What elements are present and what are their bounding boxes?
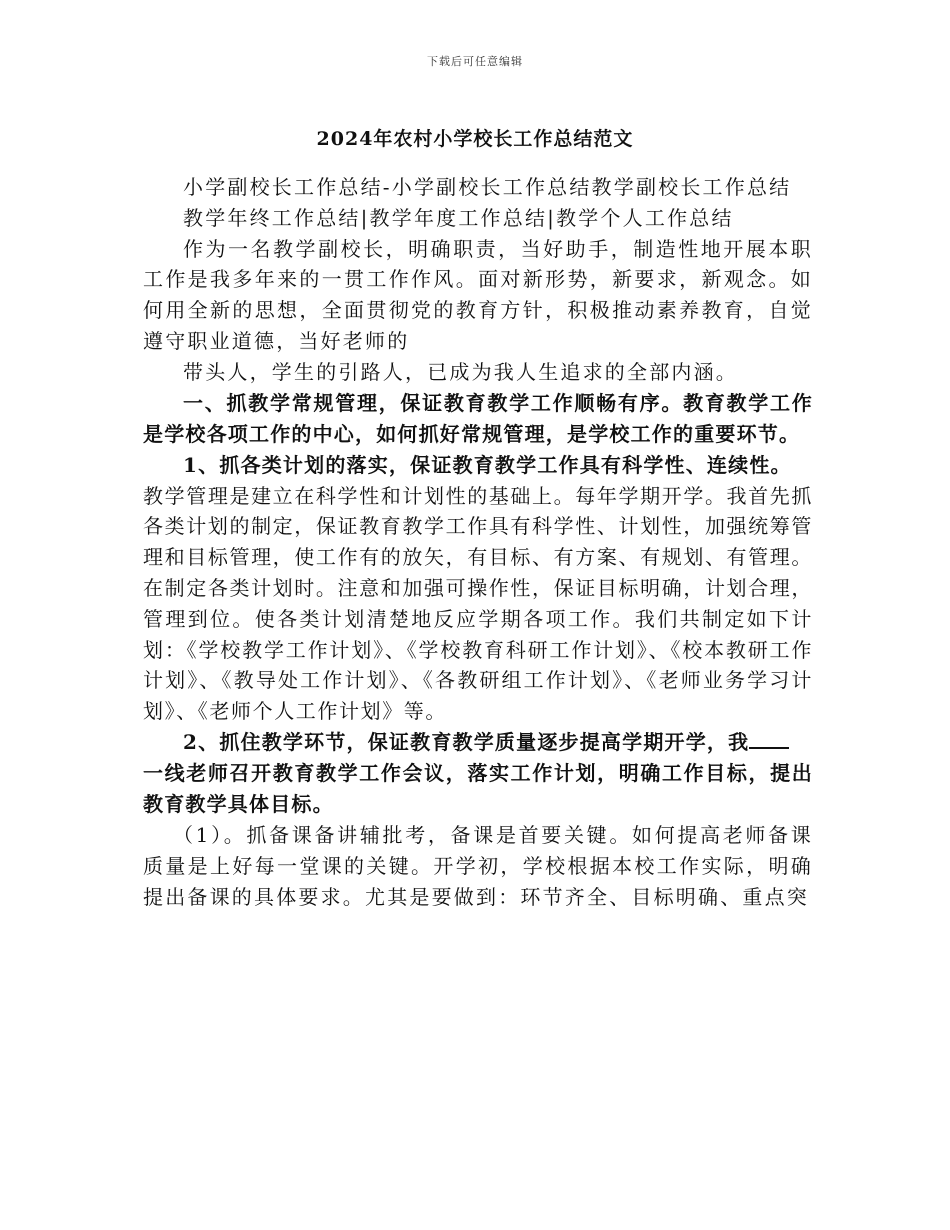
blank-underline: [749, 729, 789, 749]
paragraph-intro: 作为一名教学副校长，明确职责，当好助手，制造性地开展本职工作是我多年来的一贯工作作风。面对新形势，新要求，新观念。如何用全新的思想，全面贯彻党的教育方针，积极推动素养教育，自觉遵守职业道德，当好老师的: [143, 236, 813, 353]
subtitle-line-2: 教学年终工作总结|教学年度工作总结|教学个人工作总结: [183, 205, 734, 230]
document-title: 2024年农村小学校长工作总结范文: [316, 128, 634, 150]
subsection-heading-1: 1、抓各类计划的落实，保证教育教学工作具有科学性、连续性。: [183, 452, 792, 477]
section-heading-1: 一、抓教学常规管理，保证教育教学工作顺畅有序。教育教学工作是学校各项工作的中心，如何抓好常规管理，是学校工作的重要环节。: [143, 390, 813, 446]
document-body: [143, 172, 813, 912]
paragraph-intro-continued: 带头人，学生的引路人，已成为我人生追求的全部内涵。: [183, 359, 738, 384]
subsection-heading-2-continued: 一线老师召开教育教学工作会议，落实工作计划，明确工作目标，提出教育教学具体目标。: [143, 760, 813, 816]
subsection-heading-2-text: 2、抓住教学环节，保证教育教学质量逐步提高学期开学，我: [183, 729, 750, 754]
paragraph-lesson-prep: （1）。抓备课备讲辅批考，备课是首要关键。如何提高老师备课质量是上好每一堂课的关键。开学初，学校根据本校工作实际，明确提出备课的具体要求。尤其是要做到：环节齐全、目标明确、重点突: [143, 822, 813, 909]
paragraph-planning: 教学管理是建立在科学性和计划性的基础上。每年学期开学。我首先抓各类计划的制定，保证教育教学工作具有科学性、计划性，加强统筹管理和目标管理，使工作有的放矢，有目标、有方案、有规划、有管理。在制定各类计划时。注意和加强可操作性，保证目标明确，计划合理，管理到位。使各类计划清楚地反应学期各项工作。我们共制定如下计划：《学校教学工作计划》、《学校教育科研工作计划》、《校本教研工作计划》、《教导处工作计划》、《各教研组工作计划》、《老师业务学习计划》、《老师个人工作计划》等。: [143, 483, 813, 724]
header-note: 下载后可任意编辑: [427, 55, 523, 68]
subtitle-line-1: 小学副校长工作总结-小学副校长工作总结教学副校长工作总结: [183, 175, 792, 199]
subsection-heading-2: [143, 727, 813, 758]
